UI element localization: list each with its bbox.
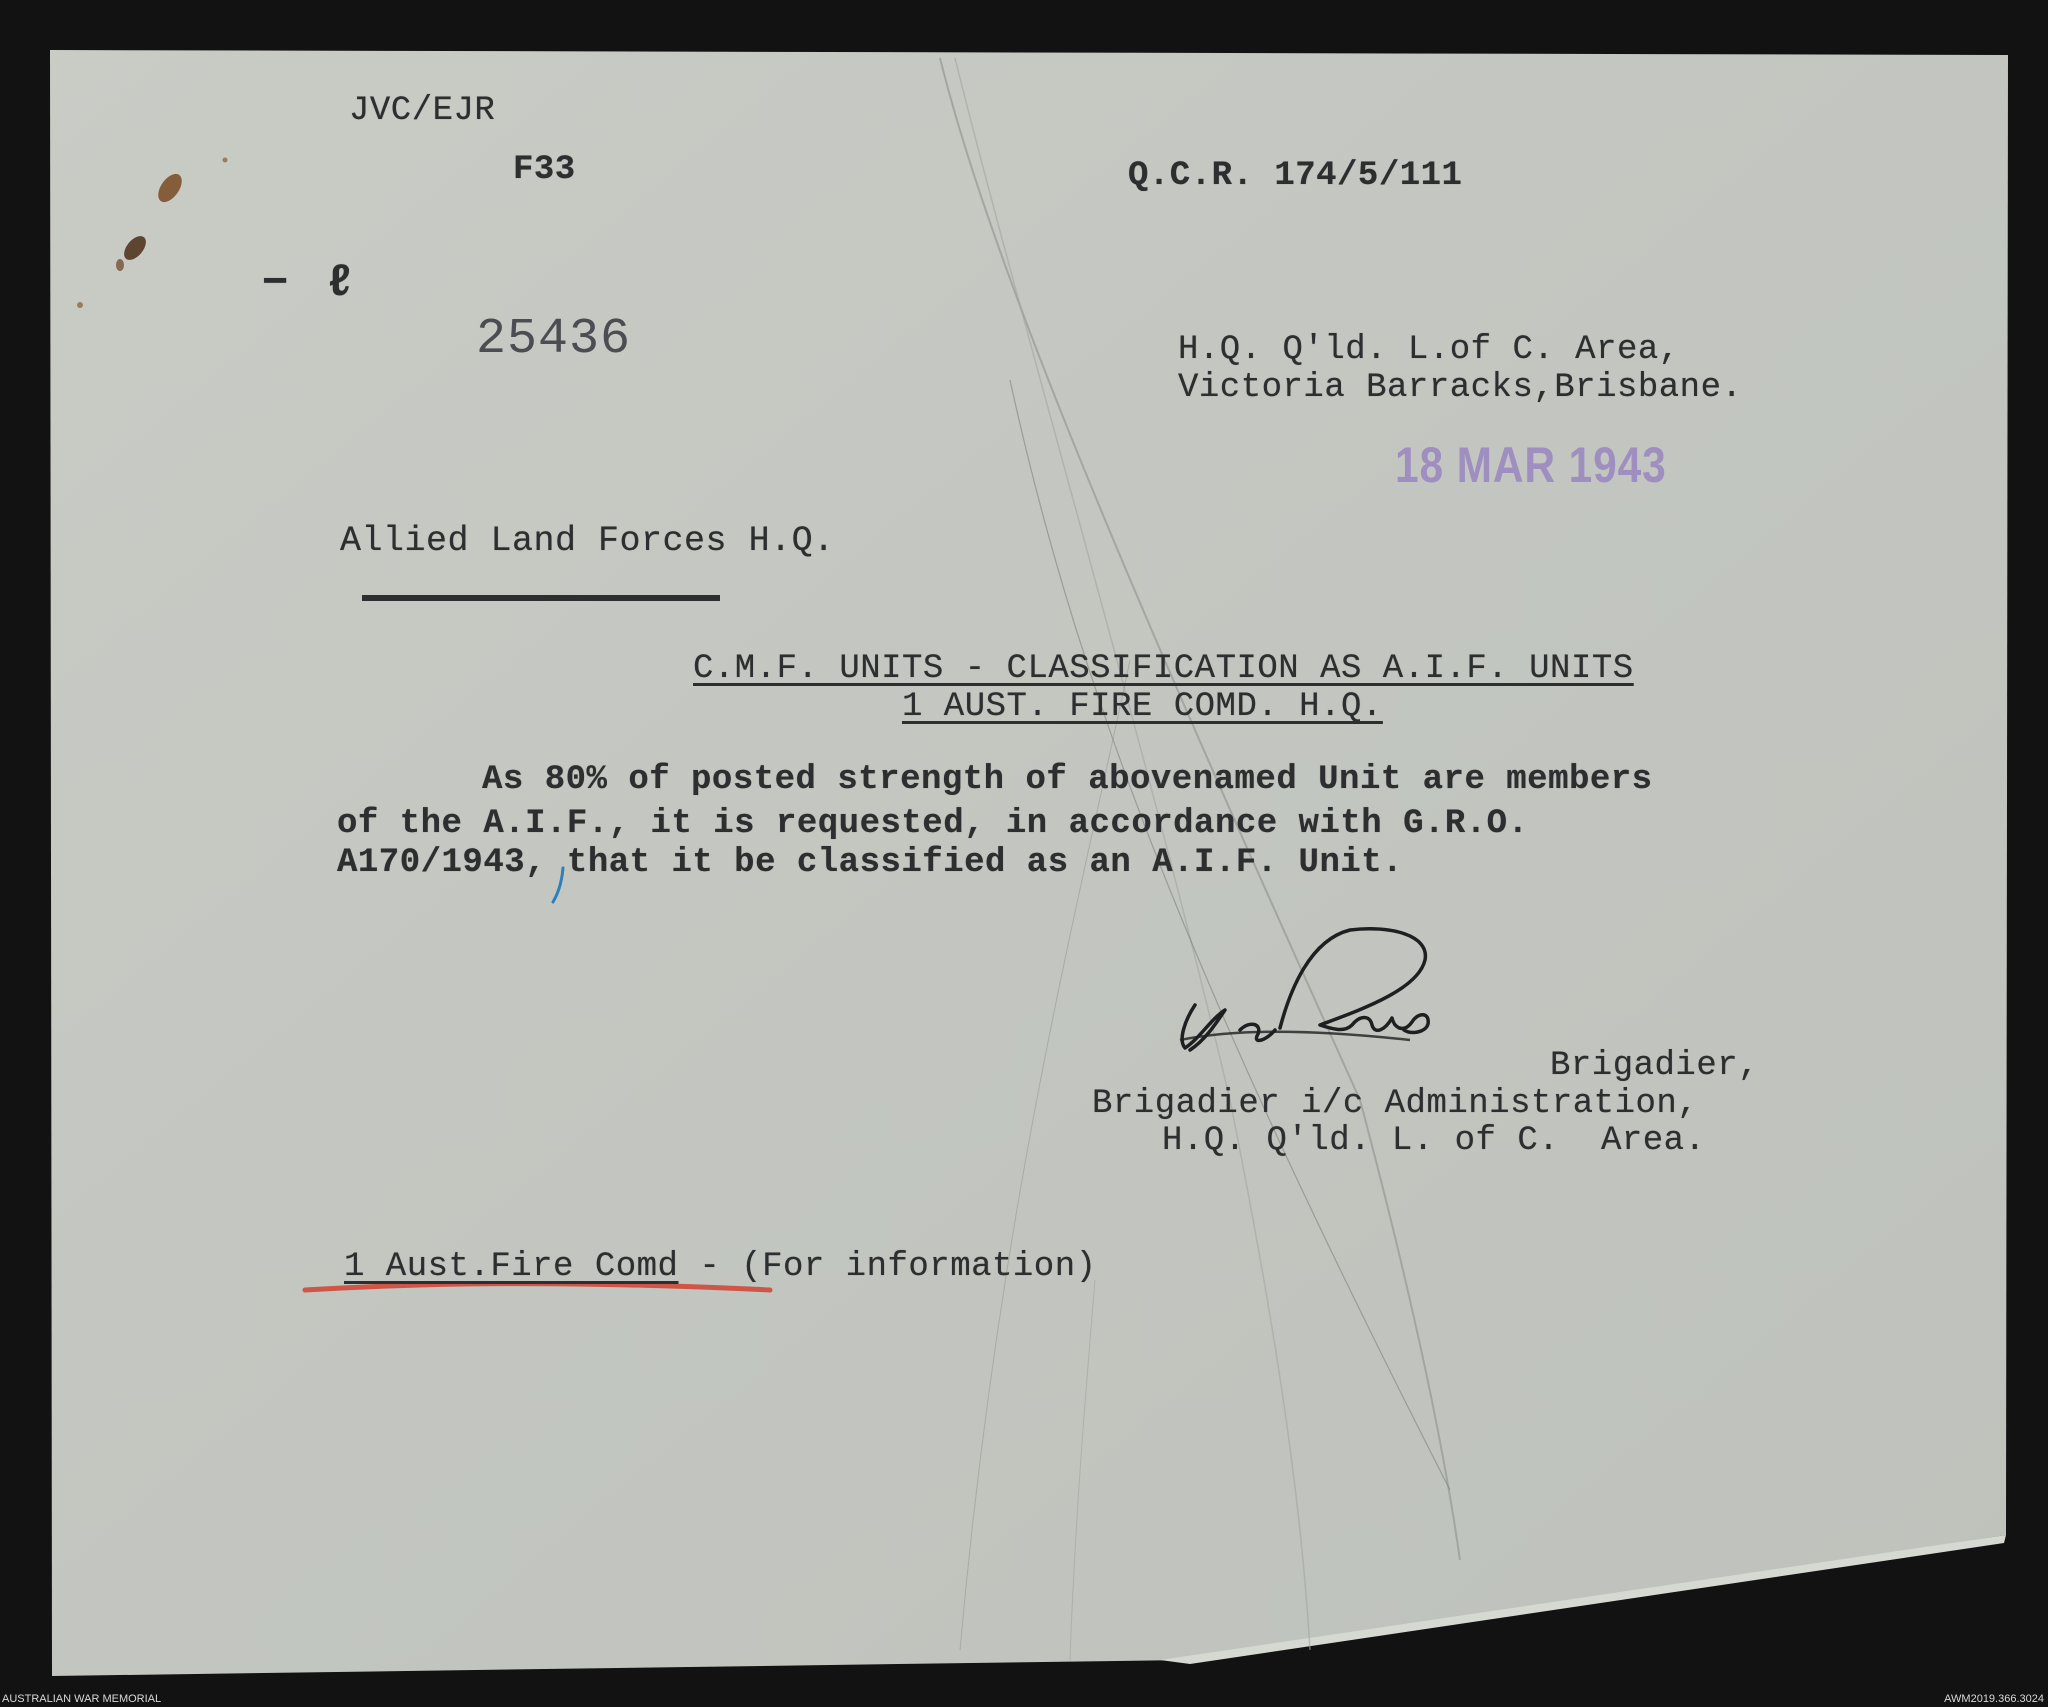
sender-address-line1: H.Q. Q'ld. L.of C. Area, — [1178, 331, 1680, 369]
copy-to-line — [344, 1250, 1097, 1284]
body-line-2: of the A.I.F., it is requested, in accordance with G.R.O. — [337, 805, 1529, 843]
signature-title-3: H.Q. Q'ld. L. of C. Area. — [1162, 1122, 1706, 1160]
date-received-stamp: 18 MAR 1943 — [1395, 437, 1667, 493]
body-line-1: As 80% of posted strength of abovenamed Unit are members — [482, 761, 1653, 799]
accession-number: AWM2019.366.3024 — [1944, 1693, 2044, 1705]
addressee-rule — [362, 595, 720, 601]
rust-stain — [77, 302, 83, 308]
addressee: Allied Land Forces H.Q. — [340, 521, 835, 561]
subject-line-2: 1 AUST. FIRE COMD. H.Q. — [902, 688, 1383, 726]
copy-to-unit: 1 Aust.Fire Comd — [344, 1248, 679, 1286]
registry-stamp-number: 25436 — [476, 311, 632, 368]
copy-to-note: - (For information) — [678, 1248, 1097, 1286]
reference-initials: JVC/EJR — [349, 92, 496, 130]
file-code: F33 — [513, 151, 576, 189]
signature-title-2: Brigadier i/c Administration, — [1092, 1085, 1699, 1123]
signature-title-1: Brigadier, — [1550, 1047, 1760, 1085]
subject-line-1: C.M.F. UNITS - CLASSIFICATION AS A.I.F. UNITS — [693, 650, 1634, 688]
handwritten-mark: − ℓ — [262, 259, 360, 309]
rust-stain — [116, 259, 124, 271]
body-line-3: A170/1943, that it be classified as an A.I.F. Unit. — [337, 844, 1404, 882]
rust-stain — [223, 158, 228, 163]
institution-caption: AUSTRALIAN WAR MEMORIAL — [2, 1693, 162, 1705]
reference-number: Q.C.R. 174/5/111 — [1128, 157, 1463, 195]
sender-address-line2: Victoria Barracks,Brisbane. — [1178, 369, 1743, 407]
